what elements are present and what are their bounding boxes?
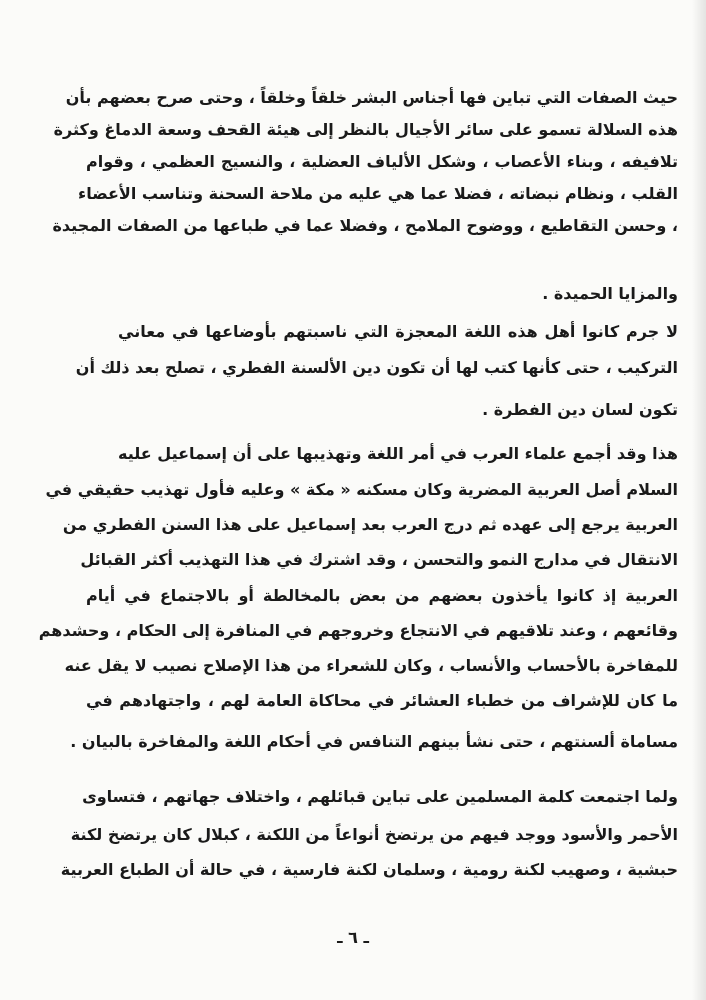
text-line: وقائعهم ، وعند تلاقيهم في الانتجاع وخروجهم في المنافرة إلى الحكام ، وحشدهم [38,621,678,640]
text-line: مساماة ألسنتهم ، حتى نشأ بينهم التنافس في أحكام اللغة والمفاخرة بالبيان . [70,732,678,751]
text-line: الانتقال في مدارج النمو والتحسن ، وقد اشترك في هذا التهذيب أكثر القبائل [80,550,678,569]
page-number: ـ ٦ ـ [337,928,369,947]
text-line: الأحمر والأسود ووجد فيهم من يرتضخ أنواعاً من اللكنة ، كبلال كان يرتضخ لكنة [70,825,678,844]
text-line: هذا وقد أجمع علماء العرب في أمر اللغة وتهذيبها على أن إسماعيل عليه [118,444,678,463]
text-line: التركيب ، حتى كأنها كتب لها أن تكون دين الألسنة الفطري ، تصلح بعد ذلك أن [75,358,678,377]
text-line: حيث الصفات التي تباين فها أجناس البشر خلقاً وخلقاً ، وحتى صرح بعضهم بأن [65,88,678,107]
text-line: ، وحسن التقاطيع ، ووضوح الملامح ، وفضلا عما في طباعها من الصفات المجيدة [52,216,678,235]
text-line: والمزايا الحميدة . [542,284,678,303]
text-line: حبشية ، وصهيب لكنة رومية ، وسلمان لكنة فارسية ، في حالة أن الطباع العربية [60,860,678,879]
page-edge-shadow [692,0,706,1000]
text-line: هذه السلالة تسمو على سائر الأجيال بالنظر إلى هيئة القحف وسعة الدماغ وكثرة [53,120,678,139]
text-line: العربية إذ كانوا يأخذون بعضهم من بعض بالمخالطة أو بالاجتماع في أيام [86,586,678,605]
text-line: السلام أصل العربية المضرية وكان مسكنه « مكة » وعليه فأول تهذيب حقيقي في [45,480,678,499]
text-line: تكون لسان دين الفطرة . [482,400,678,419]
text-line: تلافيفه ، وبناء الأعصاب ، وشكل الألياف العضلية ، والنسيج العظمي ، وقوام [86,152,678,171]
text-line: لا جرم كانوا أهل هذه اللغة المعجزة التي ناسبتهم بأوضاعها في معاني [118,322,678,341]
text-line: القلب ، ونظام نبضاته ، فضلا عما هي عليه من ملاحة السحنة وتناسب الأعضاء [78,184,678,203]
text-line: ولما اجتمعت كلمة المسلمين على تباين قبائلهم ، واختلاف جهاتهم ، فتساوى [82,787,678,806]
text-line: للمفاخرة بالأحساب والأنساب ، وكان للشعراء من هذا الإصلاح نصيب لا يقل عنه [64,656,678,675]
text-line: ما كان للإشراف من خطباء العشائر في محاكاة العامة لهم ، واجتهادهم في [86,691,678,710]
text-line: العربية يرجع إلى عهده ثم درج العرب بعد إسماعيل على هذا السنن الفطري من [62,515,678,534]
